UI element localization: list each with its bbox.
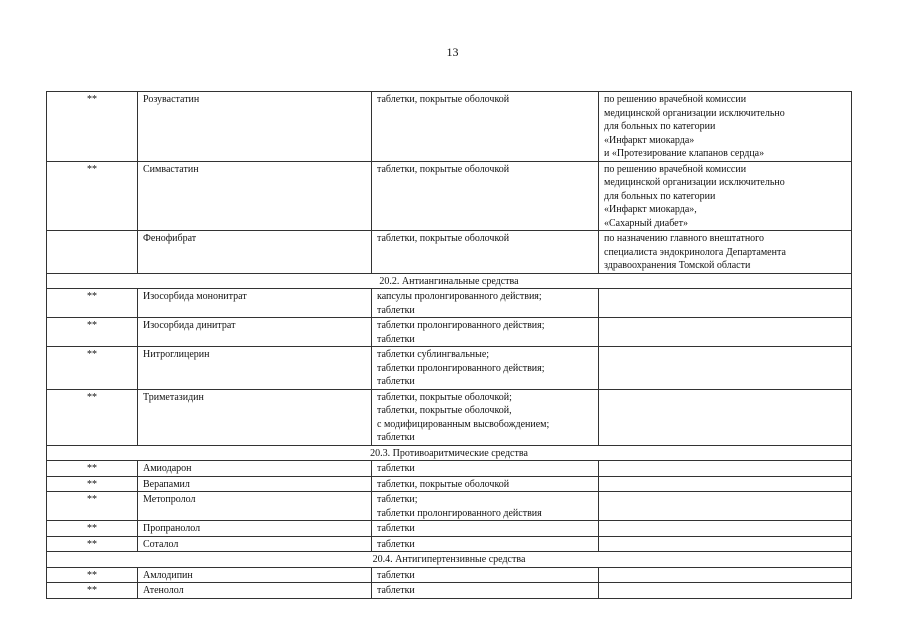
drug-row xyxy=(47,347,852,390)
dosage-form-line: таблетки xyxy=(377,463,415,474)
drug-name-cell: Амиодарон xyxy=(138,461,372,477)
note-line: здравоохранения Томской области xyxy=(604,260,751,271)
section-header-row xyxy=(47,273,852,289)
drug-name-cell: Изосорбида мононитрат xyxy=(138,289,372,318)
drug-row xyxy=(47,492,852,521)
drug-row xyxy=(47,92,852,162)
prescription-note-cell xyxy=(599,231,852,274)
drug-row xyxy=(47,521,852,537)
drug-name-cell: Триметазидин xyxy=(138,389,372,445)
drug-name-cell: Симвастатин xyxy=(138,161,372,231)
drug-row xyxy=(47,567,852,583)
mark-cell: ** xyxy=(47,476,138,492)
drug-name-cell: Фенофибрат xyxy=(138,231,372,274)
dosage-form-line: таблетки, покрытые оболочкой xyxy=(377,478,510,490)
note-line: по решению врачебной комиссии xyxy=(604,94,747,105)
mark-cell: ** xyxy=(47,347,138,390)
dosage-form-line: капсулы пролонгированного действия; xyxy=(377,291,542,302)
mark-cell: ** xyxy=(47,161,138,231)
drug-row xyxy=(47,476,852,492)
section-title: 20.2. Антиангинальные средства xyxy=(47,273,852,289)
note-line: по назначению главного внештатного xyxy=(604,233,765,244)
mark-cell: ** xyxy=(47,536,138,552)
dosage-form-line: таблетки xyxy=(377,333,415,345)
drug-table-body xyxy=(47,92,852,599)
dosage-form-line: с модифицированным высвобождением; xyxy=(377,418,550,430)
prescription-note-cell xyxy=(599,161,852,231)
drug-row xyxy=(47,231,852,274)
drug-name-cell: Соталол xyxy=(138,536,372,552)
prescription-note-cell xyxy=(599,347,852,390)
mark-cell: ** xyxy=(47,461,138,477)
section-title: 20.3. Противоаритмические средства xyxy=(47,445,852,461)
note-line: и «Протезирование клапанов сердца» xyxy=(604,148,765,159)
section-header-row xyxy=(47,445,852,461)
prescription-note-cell xyxy=(599,583,852,599)
dosage-form-cell xyxy=(372,492,599,521)
dosage-form-line: таблетки пролонгированного действия xyxy=(377,507,542,519)
prescription-note-cell xyxy=(599,318,852,347)
dosage-form-cell xyxy=(372,536,599,552)
dosage-form-cell xyxy=(372,583,599,599)
prescription-note-cell xyxy=(599,289,852,318)
prescription-note-cell xyxy=(599,461,852,477)
prescription-note-cell xyxy=(599,536,852,552)
dosage-form-line: таблетки пролонгированного действия; xyxy=(377,320,545,331)
mark-cell: ** xyxy=(47,521,138,537)
dosage-form-line: таблетки xyxy=(377,304,415,316)
dosage-form-cell xyxy=(372,521,599,537)
drug-table xyxy=(46,91,852,599)
drug-row xyxy=(47,461,852,477)
note-line: специалиста эндокринолога Департамента xyxy=(604,246,786,258)
note-line: по решению врачебной комиссии xyxy=(604,163,747,175)
drug-name-cell: Нитроглицерин xyxy=(138,347,372,390)
note-line: «Инфаркт миокарда», xyxy=(604,204,697,215)
dosage-form-cell xyxy=(372,567,599,583)
drug-name-cell: Атенолол xyxy=(138,583,372,599)
drug-name-cell: Верапамил xyxy=(138,476,372,492)
dosage-form-cell xyxy=(372,231,599,274)
drug-name-cell: Розувастатин xyxy=(138,92,372,162)
prescription-note-cell xyxy=(599,567,852,583)
page-number: 13 xyxy=(446,45,459,59)
note-line: медицинской организации исключительно xyxy=(604,107,785,119)
mark-cell: ** xyxy=(47,583,138,599)
note-line: «Сахарный диабет» xyxy=(604,217,688,229)
prescription-note-cell xyxy=(599,492,852,521)
mark-cell: ** xyxy=(47,567,138,583)
mark-cell xyxy=(47,231,138,274)
prescription-note-cell xyxy=(599,521,852,537)
note-line: медицинской организации исключительно xyxy=(604,177,785,188)
section-header-row xyxy=(47,552,852,568)
dosage-form-cell xyxy=(372,389,599,445)
dosage-form-line: таблетки xyxy=(377,432,415,443)
mark-cell: ** xyxy=(47,318,138,347)
drug-name-cell: Амлодипин xyxy=(138,567,372,583)
dosage-form-cell xyxy=(372,92,599,162)
dosage-form-cell xyxy=(372,347,599,390)
dosage-form-line: таблетки, покрытые оболочкой xyxy=(377,233,510,244)
dosage-form-line: таблетки xyxy=(377,538,415,550)
mark-cell: ** xyxy=(47,92,138,162)
dosage-form-line: таблетки, покрытые оболочкой; xyxy=(377,391,512,403)
dosage-form-line: таблетки сублингвальные; xyxy=(377,349,490,360)
note-line: для больных по категории xyxy=(604,190,716,202)
prescription-note-cell xyxy=(599,476,852,492)
mark-cell: ** xyxy=(47,492,138,521)
dosage-form-line: таблетки; xyxy=(377,494,418,505)
drug-row xyxy=(47,583,852,599)
dosage-form-cell xyxy=(372,476,599,492)
drug-row xyxy=(47,536,852,552)
mark-cell: ** xyxy=(47,389,138,445)
drug-row xyxy=(47,389,852,445)
drug-name-cell: Метопролол xyxy=(138,492,372,521)
dosage-form-line: таблетки пролонгированного действия; xyxy=(377,362,545,374)
dosage-form-cell xyxy=(372,161,599,231)
dosage-form-line: таблетки xyxy=(377,376,415,387)
drug-name-cell: Пропранолол xyxy=(138,521,372,537)
dosage-form-cell xyxy=(372,318,599,347)
mark-cell: ** xyxy=(47,289,138,318)
dosage-form-line: таблетки, покрытые оболочкой, xyxy=(377,405,512,416)
dosage-form-line: таблетки xyxy=(377,585,415,596)
prescription-note-cell xyxy=(599,389,852,445)
drug-row xyxy=(47,318,852,347)
note-line: для больных по категории xyxy=(604,121,716,132)
note-line: «Инфаркт миокарда» xyxy=(604,134,695,146)
dosage-form-line: таблетки xyxy=(377,523,415,534)
drug-name-cell: Изосорбида динитрат xyxy=(138,318,372,347)
dosage-form-cell xyxy=(372,289,599,318)
drug-row xyxy=(47,161,852,231)
dosage-form-line: таблетки, покрытые оболочкой xyxy=(377,163,510,175)
dosage-form-cell xyxy=(372,461,599,477)
prescription-note-cell xyxy=(599,92,852,162)
drug-row xyxy=(47,289,852,318)
dosage-form-line: таблетки xyxy=(377,569,415,581)
section-title: 20.4. Антигипертензивные средства xyxy=(47,552,852,568)
dosage-form-line: таблетки, покрытые оболочкой xyxy=(377,94,510,105)
